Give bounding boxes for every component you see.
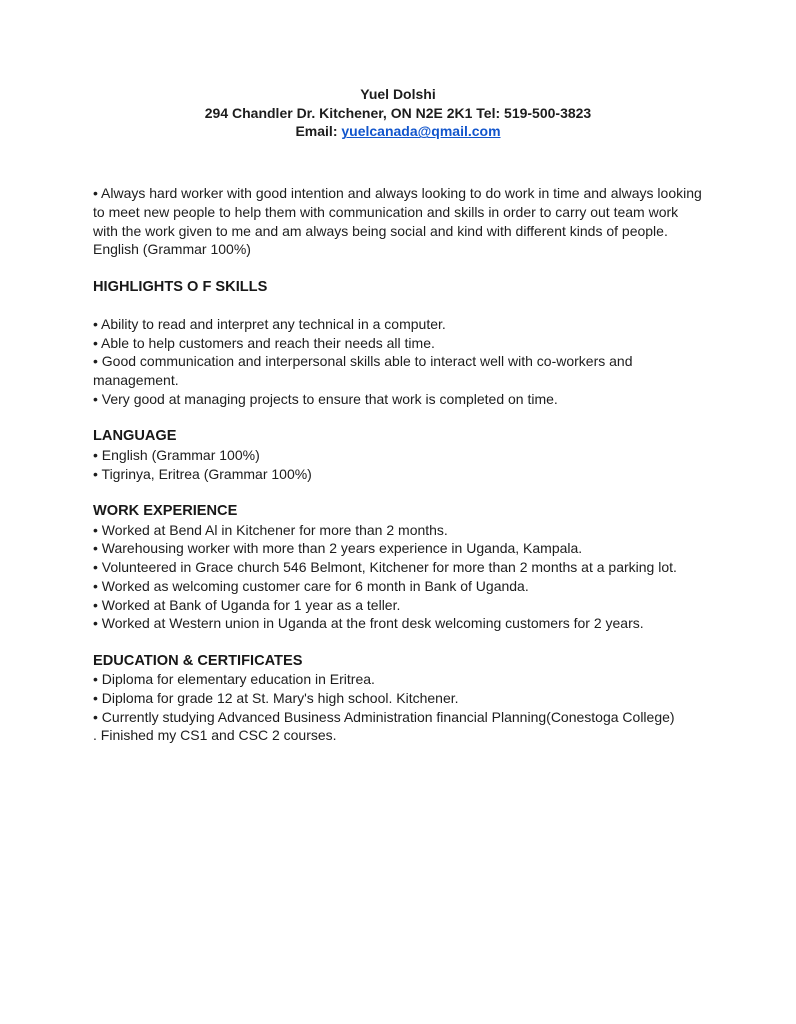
bullet-item: • Able to help customers and reach their needs all time. [93,334,435,351]
bullet-item: • Diploma for elementary education in Eritrea. [93,671,375,688]
bullet-item: • Worked at Bend Al in Kitchener for more than 2 months. [93,521,448,538]
bullet-item: • English (Grammar 100%) [93,446,260,463]
bullet-item: • Very good at managing projects to ensure that work is completed on time. [93,390,558,407]
bullet-item: • Worked at Western union in Uganda at the front desk welcoming customers for 2 years. [93,615,644,632]
bullet-item: • Worked at Bank of Uganda for 1 year as a teller. [93,596,401,613]
section-title: WORK EXPERIENCE [93,503,238,519]
bullet-item: • Good communication and interpersonal skills able to interact well with co-workers and management. [93,353,633,389]
bullet-item: • Ability to read and interpret any technical in a computer. [93,316,446,332]
resume-header [93,85,703,141]
bullet-item: . Finished my CS1 and CSC 2 courses. [93,727,337,744]
email-line [93,122,703,141]
section-items [93,446,703,483]
bullet-item: • Tigrinya, Eritrea (Grammar 100%) [93,465,312,482]
section-items [93,315,703,409]
email-link[interactable]: yuelcanada@qmail.com [341,123,501,140]
bullet-item: • Worked as welcoming customer care for 6 month in Bank of Uganda. [93,577,529,594]
bullet-item: • Warehousing worker with more than 2 years experience in Uganda, Kampala. [93,540,583,557]
resume-section [93,278,703,409]
resume-section [93,427,703,483]
resume-sections [93,278,703,746]
section-items [93,521,703,633]
section-items [93,670,703,745]
summary-paragraph: • Always hard worker with good intention and always looking to do work in time and always looking to meet new people to help them with communication and skills in order to carry out team work with the work given to me and am always being social and kind with different kinds of people. English (Grammar 100%) [93,185,702,258]
bullet-item: • Diploma for grade 12 at St. Mary's high school. Kitchener. [93,690,459,707]
bullet-item: • Volunteered in Grace church 546 Belmont, Kitchener for more than 2 months at a parking lot. [93,559,677,576]
resume-section [93,502,703,633]
resume-section [93,652,703,746]
bullet-item: • Currently studying Advanced Business Administration financial Planning(Conestoga College) [93,708,675,725]
address-phone-line: 294 Chandler Dr. Kitchener, ON N2E 2K1 Tel: 519-500-3823 [204,104,592,121]
section-title: HIGHLIGHTS O F SKILLS [93,278,268,295]
section-title: LANGUAGE [93,428,177,445]
email-label: Email: [295,123,338,140]
person-name: Yuel Dolshi [360,86,436,102]
section-title: EDUCATION & CERTIFICATES [93,652,303,669]
